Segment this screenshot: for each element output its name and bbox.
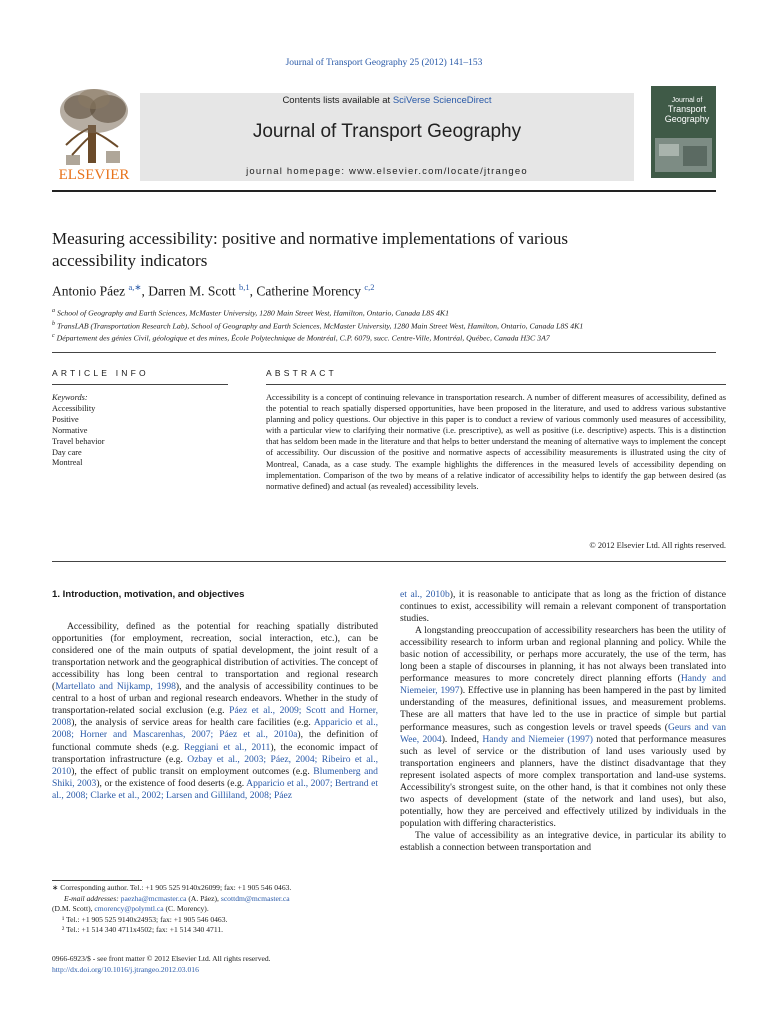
- paragraph-text: noted that performance measures such as level of service or the distribution of land uses variously used by transportation engineers and planners, have the distinct disadvantage that they represent isolated aspects of more complex transportation and land-use systems. Accessibility's strongest suite, on the other hand, is that it combines not only these two aspects of development (state of the network and land uses), but also, potentially, how they are perceived and effectively utilized by individuals in the population with differing characteristics.: [400, 733, 726, 829]
- author-affiliation-marker[interactable]: b,1: [239, 282, 250, 292]
- paragraph-text: The value of accessibility as an integrative device, in particular its ability to establish a connection between transportation and: [400, 829, 726, 853]
- sciencedirect-link[interactable]: SciVerse ScienceDirect: [392, 95, 492, 106]
- paragraph-text: ), the economic impact of transportation infrastructure (e.g.: [52, 741, 378, 765]
- citation-link[interactable]: Páez et al., 2009; Scott and Horner, 2008: [52, 705, 378, 729]
- footnotes: [52, 883, 382, 936]
- paragraph-text: A longstanding preoccupation of accessibility researchers has been the utility of accessibility research to inform urban and regional planning and policy. While the basic notion of accessibility, or perhaps more accurately, the use of the term, has long been a staple of discourses in planning, it has not always been translated into performance measures to more concretely direct planning efforts (: [400, 625, 726, 685]
- article-info-heading: ARTICLE INFO: [52, 368, 149, 378]
- article-title-line1: Measuring accessibility: positive and normative implementations of various: [52, 229, 569, 248]
- body-paragraph: [400, 625, 726, 830]
- abstract-copyright: © 2012 Elsevier Ltd. All rights reserved.: [589, 541, 726, 550]
- footnote-emails: [52, 894, 382, 915]
- body-paragraph: [400, 589, 726, 625]
- affiliation-line: [52, 331, 712, 344]
- citation-link[interactable]: Handy and Niemeier (1997): [482, 733, 593, 745]
- paragraph-text: Accessibility, defined as the potential for reaching spatially distributed opportunities (for employment, recreation, social interaction, etc.), can be considered one of the main outputs of spatial development, the joint result of a transportation network and the geographical distribution of activities. The concept of accessibility has long been central to transportation and regional research (: [52, 621, 378, 693]
- abstract-text: Accessibility is a concept of continuing relevance in transportation research. A number of different measures of accessibility, defined as the potential to reach spatially dispersed opportunities, have been proposed in the literature, and used to address various substantive planning and policy questions. Our objective in this paper is to conduct a review of various commonly used measures of accessibility, with a particular view to clarifying their normative (i.e. prescriptive), as well as positive (i.e. descriptive) aspects. This is a distinction that has seldom been made in the literature and that helps to better understand the meaning of alternative ways to implement the concept of accessibility. Our discussion of the positive and normative aspects of accessibility measurements is illustrated using the city of Montreal, Canada, as a case study. The example highlights the differences in the measured levels of accessibility depending on implementation. Comparison of the two by means of a relative indicator of accessibility helps to identify the gap between desired (as normative defined) and actual (as revealed) accessibility levels.: [266, 393, 726, 491]
- issn-line: 0966-6923/$ - see front matter © 2012 Elsevier Ltd. All rights reserved.: [52, 954, 271, 963]
- body-column-right: [400, 589, 726, 854]
- citation-link[interactable]: et al., 2010b: [400, 589, 450, 600]
- keyword-item: Normative: [52, 425, 88, 435]
- journal-name: Journal of Transport Geography: [252, 121, 522, 142]
- article-title-line2: accessibility indicators: [52, 251, 208, 270]
- author-affiliation-marker[interactable]: a,∗: [128, 282, 142, 292]
- paragraph-text: ), or the existence of food deserts (e.g.: [96, 777, 247, 789]
- paragraph-text: ), the definition of functional commute sheds (e.g.: [52, 729, 378, 753]
- keyword-item: Montreal: [52, 458, 83, 468]
- keyword-item: Positive: [52, 414, 79, 424]
- author-separator: ,: [141, 283, 149, 299]
- keywords-label: Keywords:: [52, 393, 88, 402]
- cover-title-line3: Geography: [664, 114, 710, 124]
- citation-link[interactable]: Ozbay et al., 2003; Páez, 2004; Ribeiro et al., 2010: [52, 753, 378, 777]
- author-name[interactable]: Antonio Páez: [52, 283, 129, 299]
- paragraph-text: ), the effect of public transit on employment outcomes (e.g.: [71, 765, 314, 777]
- keywords-list: [52, 404, 228, 469]
- paragraph-text: ), the analysis of service areas for health care facilities (e.g.: [71, 717, 314, 729]
- paragraph-text: ). Indeed,: [441, 733, 483, 745]
- cover-title-line1: Journal of: [671, 97, 703, 104]
- elsevier-wordmark: ELSEVIER: [58, 167, 130, 181]
- article-info-divider: [52, 384, 228, 385]
- email-owner-scott: (D.M. Scott),: [52, 904, 95, 914]
- body-column-left: [52, 589, 378, 802]
- email-owner-paez: (A. Páez),: [186, 893, 221, 903]
- affiliation-line: [52, 319, 712, 332]
- email-link-paez[interactable]: paezha@mcmaster.ca: [120, 893, 187, 903]
- affiliation-text: School of Geography and Earth Sciences, McMaster University, 1280 Main Street West, Hamilton, Ontario, Canada L8S 4K1: [55, 308, 449, 318]
- cover-title-line2: Transport: [667, 104, 707, 114]
- affiliation-marker: c: [52, 333, 55, 340]
- contents-line: [140, 95, 634, 106]
- citation-link[interactable]: Handy and Niemeier, 1997: [400, 673, 726, 697]
- email-link-morency[interactable]: cmorency@polymtl.ca: [94, 904, 164, 914]
- header-divider: [52, 190, 716, 192]
- affiliation-divider: [52, 352, 716, 353]
- body-paragraph: [400, 830, 726, 854]
- journal-citation[interactable]: Journal of Transport Geography 25 (2012) 141–153: [285, 58, 483, 68]
- elsevier-tree-icon: [52, 85, 136, 181]
- footnote-1: ¹ Tel.: +1 905 525 9140x24953; fax: +1 905 546 0463.: [62, 914, 228, 924]
- journal-cover-image: [651, 86, 716, 178]
- author-affiliation-marker[interactable]: c,2: [364, 282, 375, 292]
- journal-homepage[interactable]: journal homepage: www.elsevier.com/locate/jtrangeo: [246, 166, 528, 177]
- citation-link[interactable]: Martellato and Nijkamp, 1998: [55, 681, 176, 693]
- contents-prefix: Contents lists available at: [282, 95, 393, 106]
- affiliation-marker: b: [52, 320, 55, 327]
- author-list: [52, 282, 692, 300]
- affiliations: [52, 306, 712, 344]
- citation-link[interactable]: Apparicio et al., 2008; Horner and Mascarenhas, 2007; Páez et al., 2010a: [52, 717, 378, 741]
- keyword-item: Accessibility: [52, 403, 96, 413]
- keywords-block: [52, 393, 228, 469]
- article-title: [52, 228, 692, 272]
- journal-cover-thumbnail[interactable]: [651, 86, 716, 178]
- abstract-divider: [266, 384, 726, 385]
- citation-link[interactable]: Reggiani et al., 2011: [183, 741, 271, 753]
- footnote-corresponding: ∗ Corresponding author. Tel.: +1 905 525 9140x26099; fax: +1 905 546 0463.: [52, 883, 292, 892]
- affiliation-marker: a: [52, 308, 55, 314]
- author-name[interactable]: Darren M. Scott: [148, 283, 240, 299]
- abstract-bottom-divider: [52, 561, 726, 562]
- section-1-title: 1. Introduction, motivation, and objectives: [52, 589, 245, 600]
- author-name[interactable]: Catherine Morency: [256, 283, 365, 299]
- citation-link[interactable]: Geurs and van Wee, 2004: [400, 721, 726, 745]
- affiliation-line: [52, 306, 712, 319]
- email-owner-morency: (C. Morency).: [163, 904, 209, 914]
- email-label: E-mail addresses:: [64, 893, 121, 903]
- body-paragraph: [52, 621, 378, 802]
- paragraph-text: ), it is reasonable to anticipate that as long as the friction of distance continues to exist, accessibility will remain a relevant component of transportation studies.: [400, 589, 726, 625]
- footnote-2: ² Tel.: +1 514 340 4711x4502; fax: +1 514 340 4711.: [62, 925, 224, 935]
- citation-link[interactable]: Blumenberg and Shiki, 2003: [52, 765, 378, 789]
- author-separator: ,: [249, 283, 257, 299]
- issn-block: [52, 954, 382, 975]
- paragraph-text: ), and the analysis of accessibility continues to be central to a host of urban and regional research endeavors. Whether in the study of transportation-related social exclusion (e.g.: [52, 681, 378, 717]
- paragraph-text: ). Effective use in planning has been hampered in the past by limited understanding of the measures, definitional issues, and measurement problems. These are all matters that have led to the use in practice of simple but partial performance measures, such as congestion levels or travel speeds (: [400, 685, 727, 733]
- affiliation-text: Département des génies Civil, géologique et des mines, École Polytechnique de Montréal, C.P. 6079, succ. Centre-Ville, Montréal, Québec, Canada H3C 3A7: [54, 333, 550, 343]
- abstract-heading: ABSTRACT: [266, 368, 337, 378]
- keyword-item: Day care: [52, 447, 82, 457]
- affiliation-text: TransLAB (Transportation Research Lab), School of Geography and Earth Sciences, McMaster University, 1280 Main Street West, Hamilton, Ontario, Canada L8S 4K1: [55, 321, 584, 331]
- email-link-scott[interactable]: scottdm@mcmaster.ca: [220, 893, 290, 903]
- citation-link[interactable]: Apparicio et al., 2007; Bertrand et al., 2008; Clarke et al., 2002; Larsen and Gilliland, 2008; Páez: [52, 777, 379, 801]
- keyword-item: Travel behavior: [52, 436, 105, 446]
- footnote-divider: [52, 880, 142, 881]
- doi-link[interactable]: http://dx.doi.org/10.1016/j.jtrangeo.2012.03.016: [52, 964, 199, 974]
- elsevier-logo: [52, 85, 136, 181]
